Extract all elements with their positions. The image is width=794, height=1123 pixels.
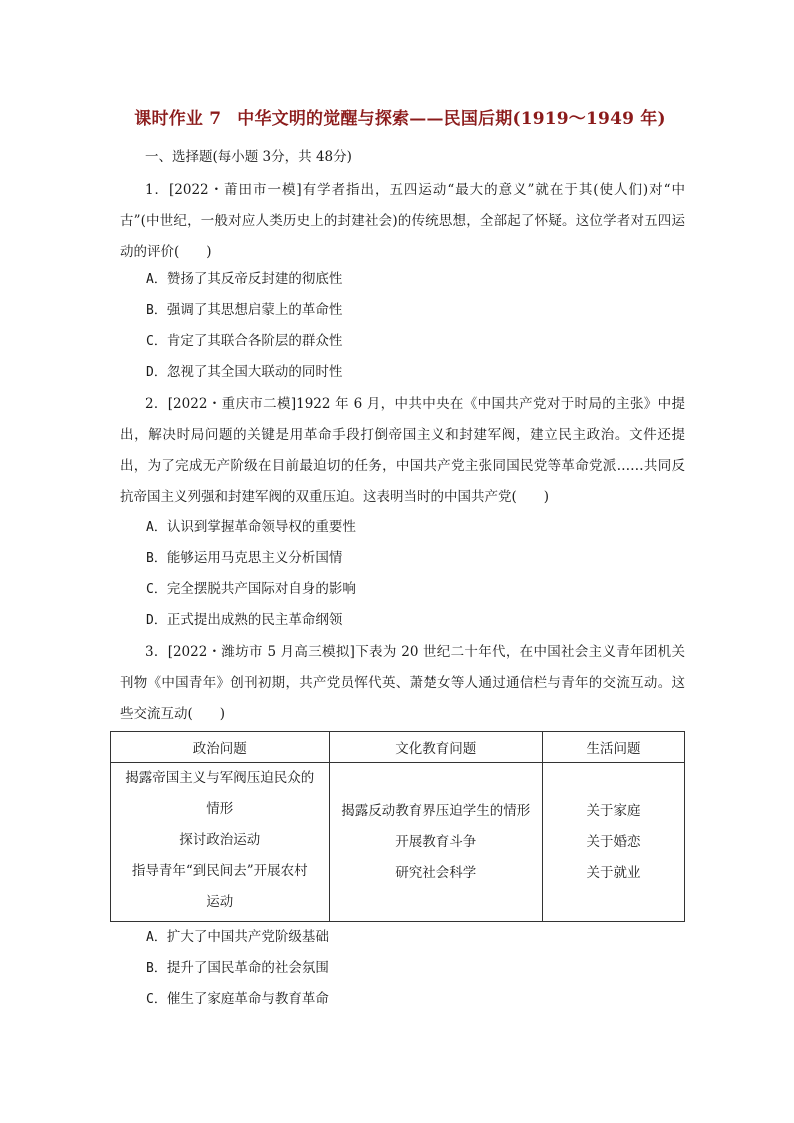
option-label: C．: [146, 992, 167, 1007]
option-label: B．: [146, 961, 167, 976]
question-2-text: 2．[2022・重庆市二模]1922 年 6 月，中共中央在《中国共产党对于时局的主张》中提出，解决时局问题的关键是用革命手段打倒帝国主义和封建军阀，建立民主政治。文件还提出，为了完成无产阶级在目前最迫切的任务，中国共产党主张同国民党等革命党派……共同反抗帝国主义列强和封建军阀的双重压迫。这表明当时的中国共产党( ): [120, 396, 685, 505]
option-text: 正式提出成熟的民主革命纲领: [166, 612, 343, 628]
cell-line: 关于婚恋: [586, 833, 641, 850]
option-label: C．: [146, 582, 167, 597]
cell-line: 研究社会科学: [395, 864, 477, 881]
question-1-option-c: [146, 331, 342, 352]
question-3-option-a: [146, 927, 329, 948]
table-cell-life: [543, 763, 685, 922]
table-header-row: [111, 732, 685, 763]
option-text: 强调了其思想启蒙上的革命性: [166, 302, 343, 318]
question-2-option-a: [146, 517, 356, 538]
option-text: 赞扬了其反帝反封建的彻底性: [166, 271, 343, 287]
table-row: [111, 763, 685, 922]
cell-line: 关于就业: [586, 864, 641, 881]
option-text: 催生了家庭革命与教育革命: [166, 991, 329, 1007]
cell-line: 指导青年“到民间去”开展农村: [131, 863, 308, 879]
question-2-option-d: [146, 610, 342, 631]
table-cell-politics: [111, 763, 330, 922]
option-label: B．: [146, 303, 167, 318]
question-1-text: 1．[2022・莆田市一模]有学者指出，五四运动“最大的意义”就在于其(使人们)对“中古”(中世纪，一般对应人类历史上的封建社会)的传统思想，全部起了怀疑。这位学者对五四运动的评价( ): [120, 182, 685, 260]
question-2-option-c: [146, 579, 356, 600]
option-text: 扩大了中国共产党阶级基础: [166, 929, 329, 945]
question-3-option-b: [146, 958, 329, 979]
option-text: 忽视了其全国大联动的同时性: [166, 364, 343, 380]
option-text: 能够运用马克思主义分析国情: [166, 550, 343, 566]
table-header: 政治问题: [111, 732, 330, 763]
question-1-option-b: [146, 300, 342, 321]
question-3-option-c: [146, 989, 329, 1010]
table-cell-culture-education: [329, 763, 542, 922]
cell-line: 关于家庭: [586, 802, 641, 819]
page-title: [100, 104, 700, 129]
cell-line: 运动: [206, 894, 234, 910]
option-text: 肯定了其联合各阶层的群众性: [166, 333, 343, 349]
table-header: 文化教育问题: [329, 732, 542, 763]
section-header: 一、选择题(每小题 3分，共 48分): [145, 149, 352, 165]
option-label: C．: [146, 334, 167, 349]
option-label: D．: [146, 613, 167, 628]
option-label: A．: [146, 930, 167, 945]
table-header: 生活问题: [543, 732, 685, 763]
question-2-option-b: [146, 548, 342, 569]
interaction-table: [110, 731, 685, 922]
option-label: A．: [146, 520, 167, 535]
title-main: 中华文明的觉醒与探索——民国后期(1919～1949 年): [237, 109, 666, 129]
cell-line: 探讨政治运动: [179, 832, 261, 848]
option-label: B．: [146, 551, 167, 566]
cell-line: 揭露帝国主义与军阀压迫民众的: [125, 770, 315, 786]
option-text: 提升了国民革命的社会氛围: [166, 960, 329, 976]
option-text: 完全摆脱共产国际对自身的影响: [166, 581, 356, 597]
question-3-text: 3．[2022・潍坊市 5 月高三模拟]下表为 20 世纪二十年代，在中国社会主义青年团机关刊物《中国青年》创刊初期，共产党员恽代英、萧楚女等人通过通信栏与青年的交流互动。这些交流互动( ): [120, 644, 685, 722]
cell-line: 情形: [206, 801, 234, 817]
option-label: D．: [146, 365, 167, 380]
question-1-option-d: [146, 362, 342, 383]
option-label: A．: [146, 272, 167, 287]
question-1-option-a: [146, 269, 342, 290]
cell-line: 开展教育斗争: [395, 833, 477, 850]
cell-line: 揭露反动教育界压迫学生的情形: [341, 802, 531, 819]
title-prefix: 课时作业 7: [134, 109, 222, 129]
option-text: 认识到掌握革命领导权的重要性: [166, 519, 356, 535]
